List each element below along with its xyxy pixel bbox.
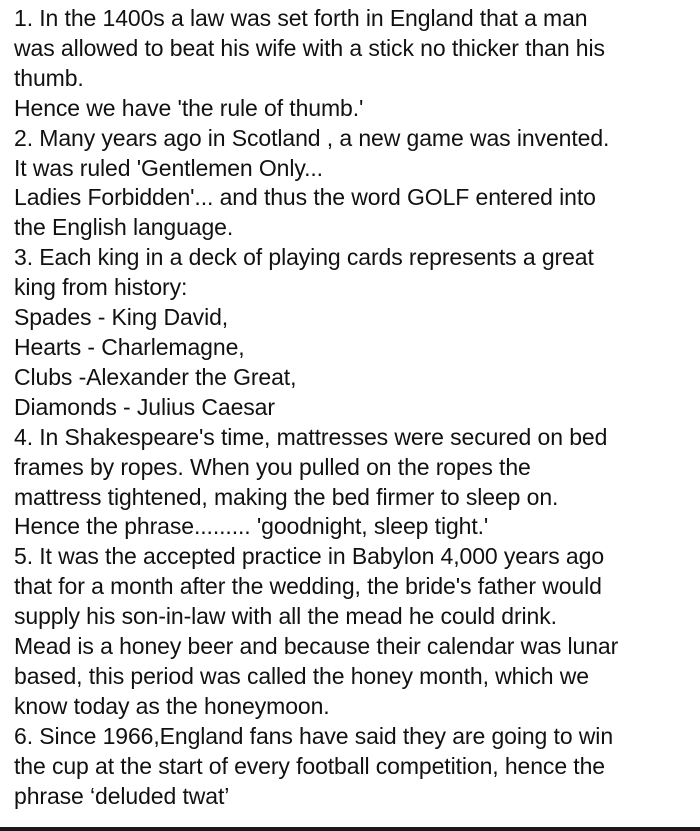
text-line-5: 2. Many years ago in Scotland , a new game was invented. <box>14 124 610 151</box>
text-line-19: 5. It was the accepted practice in Babylon 4,000 years ago <box>14 543 605 570</box>
bottom-divider <box>0 827 700 831</box>
text-line-6: It was ruled 'Gentlemen Only... <box>14 154 323 181</box>
text-line-10: king from history: <box>14 274 188 301</box>
text-line-20: that for a month after the wedding, the bride's father would <box>14 573 602 600</box>
text-line-25: 6. Since 1966,England fans have said they are going to win <box>14 722 614 749</box>
text-line-17: mattress tightened, making the bed firmer to sleep on. <box>14 483 559 510</box>
text-line-13: Clubs -Alexander the Great, <box>14 363 297 390</box>
text-line-27: phrase ‘deluded twat’ <box>14 782 230 809</box>
text-line-9: 3. Each king in a deck of playing cards represents a great <box>14 244 594 271</box>
text-line-15: 4. In Shakespeare's time, mattresses were secured on bed <box>14 423 608 450</box>
text-line-18: Hence the phrase......... 'goodnight, sleep tight.' <box>14 513 489 540</box>
text-line-23: based, this period was called the honey month, which we <box>14 662 589 689</box>
text-line-4: Hence we have 'the rule of thumb.' <box>14 94 364 121</box>
text-line-26: the cup at the start of every football competition, hence the <box>14 752 605 779</box>
text-line-3: thumb. <box>14 64 84 91</box>
text-line-12: Hearts - Charlemagne, <box>14 333 245 360</box>
text-line-11: Spades - King David, <box>14 304 229 331</box>
text-line-24: know today as the honeymoon. <box>14 692 330 719</box>
text-line-16: frames by ropes. When you pulled on the ropes the <box>14 453 531 480</box>
text-line-2: was allowed to beat his wife with a stick no thicker than his <box>14 34 605 61</box>
text-line-7: Ladies Forbidden'... and thus the word GOLF entered into <box>14 184 596 211</box>
text-line-21: supply his son-in-law with all the mead he could drink. <box>14 603 557 630</box>
text-line-1: 1. In the 1400s a law was set forth in England that a man <box>14 5 588 31</box>
text-line-22: Mead is a honey beer and because their calendar was lunar <box>14 633 619 660</box>
text-line-14: Diamonds - Julius Caesar <box>14 393 275 420</box>
facts-text-block <box>14 4 698 811</box>
text-line-8: the English language. <box>14 214 234 241</box>
